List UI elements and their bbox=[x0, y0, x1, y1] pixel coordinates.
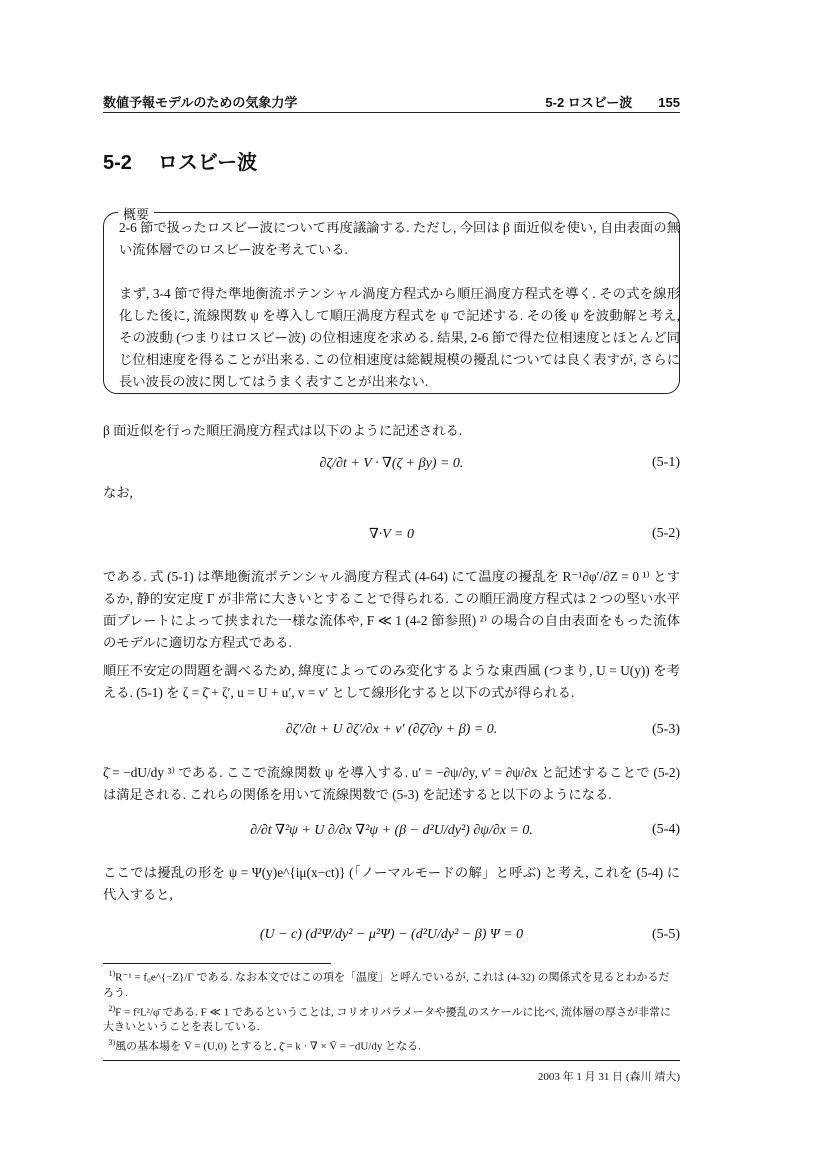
footnotes bbox=[103, 966, 680, 1055]
paragraph: なお, bbox=[103, 485, 133, 500]
equation-expression: ∂/∂t ∇²ψ + U ∂/∂x ∇²ψ + (β − d²U/dy²) ∂ψ/∂x = 0. bbox=[250, 823, 533, 838]
header-section: 5-2 ロスビー波 bbox=[545, 95, 633, 110]
footnote-mark: 1) bbox=[108, 969, 116, 978]
section-number: 5-2 bbox=[103, 152, 132, 174]
equation-5-4 bbox=[103, 822, 680, 839]
summary-paragraph-1: 2-6 節で扱ったロスビー波について再度議論する. ただし, 今回は β 面近似を使い, 自由表面の無い流体層でのロスビー波を考えている. bbox=[119, 220, 680, 257]
footnote-3 bbox=[103, 1035, 680, 1055]
equation-expression: (U − c) (d²Ψ/dy² − μ²Ψ) − (d²U/dy² − β) Ψ = 0 bbox=[259, 927, 524, 942]
equation-number: (5-1) bbox=[652, 455, 680, 470]
page-number: 155 bbox=[658, 95, 680, 110]
paragraph: ζ̄ = −dU/dy ³⁾ である. ここで流線関数 ψ を導入する. u′ = −∂ψ/∂y, v′ = ∂ψ/∂x と記述することで (5-2) は満足される. これらの関係を用いて流線関数で (5-3) を記述すると以下のようになる. bbox=[103, 765, 680, 802]
paragraph: 順圧不安定の問題を調べるため, 緯度によってのみ変化するような東西風 (つまり, U = U(y)) を考える. (5-1) を ζ = ζ̄ + ζ′, u = U + u′, v = v′ として線形化すると以下の式が得られる. bbox=[103, 663, 680, 700]
equation-number: (5-4) bbox=[652, 822, 680, 837]
equation-number: (5-2) bbox=[652, 526, 680, 541]
footer-date-author: 2003 年 1 月 31 日 (森川 靖大) bbox=[537, 1071, 680, 1083]
paragraph: ここでは擾乱の形を ψ = Ψ(y)e^{iμ(x−ct)} (「ノーマルモードの解」と呼ぶ) と考え, これを (5-4) に代入すると, bbox=[103, 865, 680, 902]
equation-number: (5-5) bbox=[652, 927, 680, 942]
equation-number: (5-3) bbox=[652, 722, 680, 737]
footnote-text: 風の基本場を V̄ = (U,0) とすると, ζ̄ = k · ∇ × V̄ = −dU/dy となる. bbox=[115, 1040, 421, 1053]
summary-paragraph-2: まず, 3-4 節で得た準地衡流ポテンシャル渦度方程式から順圧渦度方程式を導く. その式を線形化した後に, 流線関数 ψ を導入して順圧渦度方程式を ψ で記述する. その後 ψ を波動解と考え, その波動 (つまりはロスビー波) の位相速度を求める. 結果, 2-6 節で得た位相速度とほとんど同じ位相速度を得ることが出来る. この位相速度は総観規模の擾乱については良く表すが, さらに長い波長の波に関してはうまく表すことが出来ない. bbox=[119, 286, 680, 389]
equation-5-3 bbox=[103, 722, 680, 738]
equation-expression: ∂ζ′/∂t + U ∂ζ′/∂x + v′ (∂ζ̄/∂y + β) = 0. bbox=[285, 722, 498, 737]
section-name: ロスビー波 bbox=[157, 152, 258, 174]
equation-5-2 bbox=[103, 526, 680, 543]
running-header bbox=[103, 92, 680, 111]
footer-rule bbox=[103, 1060, 680, 1061]
paragraph: β 面近似を行った順圧渦度方程式は以下のように記述される. bbox=[103, 423, 463, 438]
equation-expression: ∇·V = 0 bbox=[368, 527, 415, 542]
equation-5-1 bbox=[103, 455, 680, 472]
header-rule bbox=[103, 112, 680, 113]
paragraph: である. 式 (5-1) は準地衡流ポテンシャル渦度方程式 (4-64) にて温度の擾乱を R⁻¹∂φ′/∂Z = 0 ¹⁾ とするか, 静的安定度 Γ が非常に大きいとすることで得られる. この順圧渦度方程式は 2 つの堅い水平面プレートによって挟まれた一様な流体や, F ≪ 1 (4-2 節参照) ²⁾ の場合の自由表面をもった流体のモデルに適切な方程式である. bbox=[103, 569, 680, 650]
footnote-mark: 2) bbox=[108, 1003, 116, 1013]
equation-5-5 bbox=[103, 927, 680, 943]
footnote-text: F = f²L²/φ̄ である. F ≪ 1 であるということは, コリオリパラメータや擾乱のスケールに比べ, 流体層の厚さが非常に大きいということを表している. bbox=[103, 1006, 672, 1034]
book-title: 数値予報モデルのための気象力学 bbox=[103, 95, 298, 110]
summary-label: 概要 bbox=[118, 204, 154, 223]
footnote-rule bbox=[103, 963, 331, 964]
footnote-mark: 3) bbox=[108, 1038, 116, 1048]
footnote-1 bbox=[103, 966, 680, 1001]
footnote-text: R⁻¹ = f₀e^{−Z}/Γ である. なお本文ではこの項を「温度」と呼んでいるが, これは (4-32) の関係式を見るとわかるだろう. bbox=[103, 971, 670, 999]
footnote-2 bbox=[103, 1001, 680, 1036]
section-title bbox=[103, 146, 257, 175]
equation-expression: ∂ζ/∂t + V · ∇(ζ + βy) = 0. bbox=[319, 456, 464, 471]
